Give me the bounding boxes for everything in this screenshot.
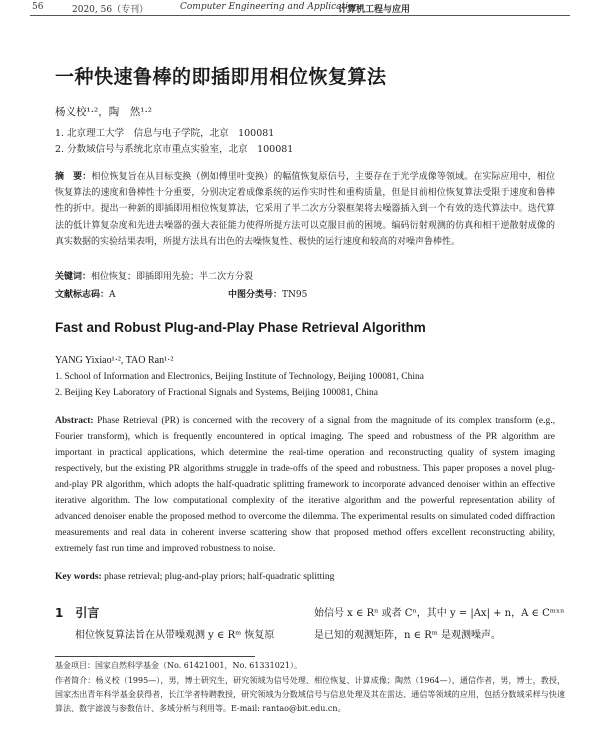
en-authors: YANG Yixiao¹·², TAO Ran¹·²	[55, 355, 174, 366]
en-abstract-text: Phase Retrieval (PR) is concerned with the recovery of a signal from the magnitude of its complex transform (e.g., Fourier transform), which is frequently encountered in optical imaging. The speed and robustness of the PR algorithm are important in practical applications, which determine the real-time operation and reconstructing quality of system imaging respectively, but the existing PR algorithms struggle in trade-offs of the speed and robustness. This paper proposes a novel plug-and-play PR algorithm, which adopts the half-quadratic splitting framework to incorporate advanced denoiser within an effective iterative algorithm. The low computational complexity of the iterative algorithm and the powerful representation ability of advanced denoiser enable the proposed method to overcome the dilemma. The experimental results on simulated coded diffraction measurements and real data in coherent inverse scattering show that proposed method offers excellent reconstructing ability, extremely fast run time and improved robustness to noise.	[55, 416, 556, 554]
en-affiliation-1: 1. School of Information and Electronics, Beijing Institute of Technology, Beijing 100081, China	[55, 372, 424, 382]
doc-code-value: A	[109, 290, 116, 300]
body-text-right-2: 是已知的观测矩阵，n ∈ Rᵐ 是观测噪声。	[314, 630, 502, 641]
cn-authors: 杨义校¹·²，陶 然¹·²	[55, 106, 153, 118]
footnote-rule	[55, 656, 255, 657]
doc-code-label: 文献标志码：	[55, 290, 110, 300]
cn-keywords-text: 相位恢复；即插即用先验；半二次方分裂	[91, 272, 254, 282]
cn-keywords	[55, 269, 253, 282]
issue-label: 2020, 56（专刊）	[72, 5, 149, 15]
footnote-fund: 基金项目：国家自然科学基金（No. 61421001，No. 61331021）。	[55, 661, 302, 670]
cn-affiliation-1: 1. 北京理工大学 信息与电子学院，北京 100081	[55, 128, 275, 139]
en-abstract	[55, 413, 555, 557]
body-text-right-1: 始信号 x ∈ Rⁿ 或者 Cⁿ，其中 y = |Ax| + n，A ∈ Cᵐˣⁿ	[314, 608, 565, 619]
cn-abstract	[55, 169, 555, 250]
journal-name-en: Computer Engineering and Applications	[180, 2, 364, 12]
cn-abstract-label: 摘 要：	[55, 172, 92, 182]
cn-keywords-label: 关键词：	[55, 272, 92, 282]
clc-label: 中图分类号：	[228, 290, 283, 300]
cn-title: 一种快速鲁棒的即插即用相位恢复算法	[55, 66, 387, 88]
section-heading: 1 引言	[55, 606, 100, 620]
en-affiliation-2: 2. Beijing Key Laboratory of Fractional Signals and Systems, Beijing 100081, China	[55, 388, 378, 398]
en-abstract-label: Abstract:	[55, 416, 94, 426]
en-keywords	[55, 572, 334, 582]
en-keywords-label: Key words:	[55, 572, 102, 582]
body-text-left: 相位恢复算法旨在从带噪观测 y ∈ Rᵐ 恢复原	[75, 630, 275, 641]
en-keywords-text: phase retrieval; plug-and-play priors; half-quadratic splitting	[104, 572, 335, 582]
clc-value: TN95	[282, 290, 308, 300]
clc-number	[228, 287, 307, 300]
cn-abstract-text: 相位恢复旨在从目标变换（例如傅里叶变换）的幅值恢复原信号，主要存在于光学成像等领域。在实际应用中，相位恢复算法的速度和鲁棒性十分重要，分别决定着成像系统的运作实时性和重构质量，但是目前相位恢复算法受限于速度和鲁棒性的折中。提出一种新的即插即用相位恢复算法，它采用了半二次方分裂框架将去噪器插入到一个有效的迭代算法中。迭代算法的低计算复杂度和先进去噪器的强大表征能力使得所提方法可以克服目前的困境。编码衍射观测的仿真和相干逆散射成像的真实数据的实验结果表明，所提方法具有出色的去噪恢复性、极快的运行速度和较高的对噪声鲁棒性。	[55, 172, 555, 247]
en-title: Fast and Robust Plug-and-Play Phase Retrieval Algorithm	[55, 320, 426, 335]
header-rule	[30, 15, 570, 16]
journal-name-cn: 计算机工程与应用	[338, 5, 411, 15]
footnote-author-bio: 作者简介：杨义校（1995—），男，博士研究生，研究领域为信号处理、相位恢复、计算成像；陶然（1964—），通信作者，男，博士，教授，国家杰出青年科学基金获得者，长江学者特聘教授，研究领域为分数域信号与信息处理及其在雷达、通信等领域的应用，包括分数域采样与快速算法、数字滤波与参数估计、多域分析与利用等。E-mail: rantao@bit.edu.cn。	[55, 676, 565, 713]
cn-affiliation-2: 2. 分数域信号与系统北京市重点实验室，北京 100081	[55, 144, 294, 155]
page-number: 56	[32, 2, 44, 12]
doc-code	[55, 287, 116, 300]
